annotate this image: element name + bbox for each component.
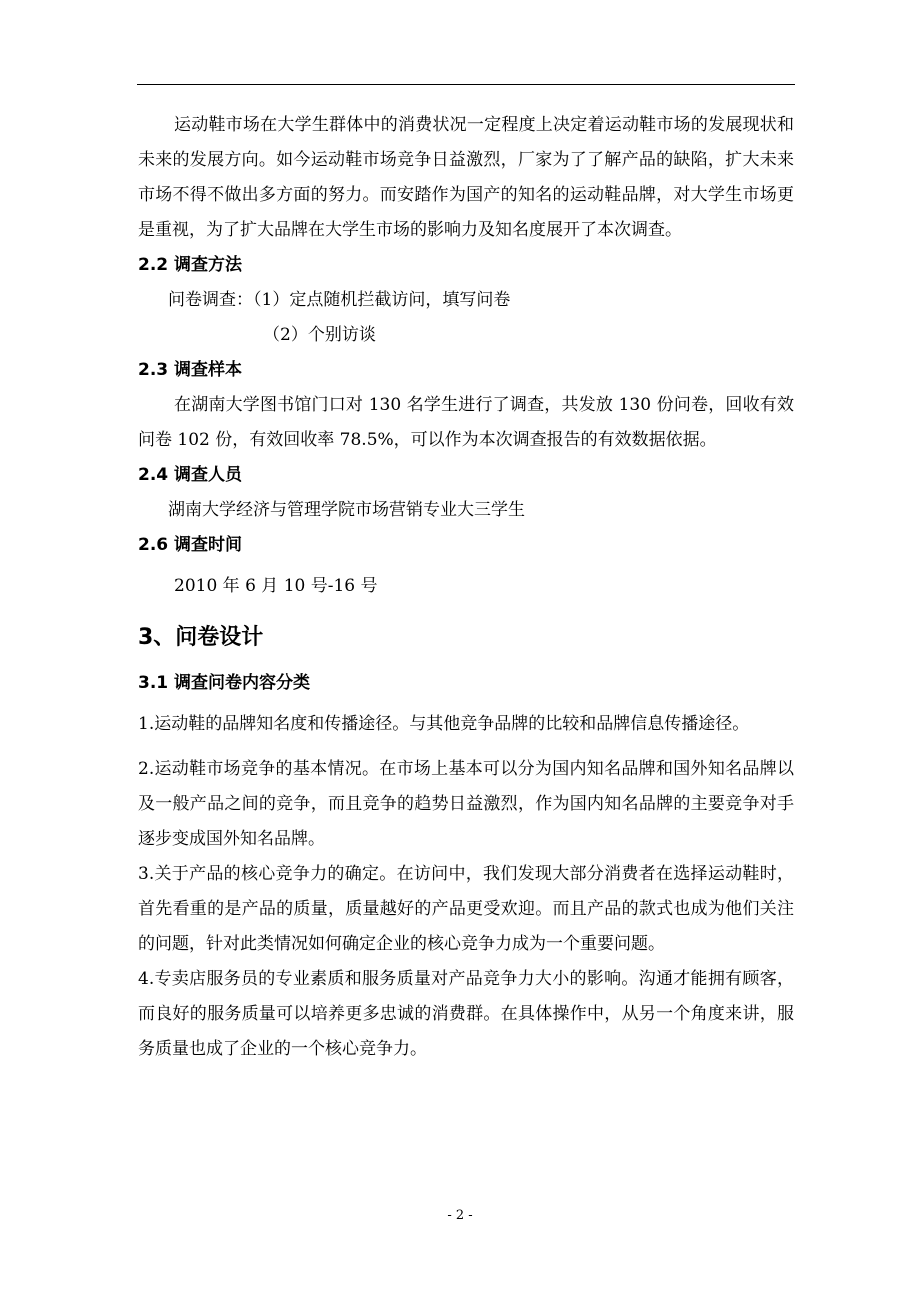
heading-2-3: 2.3 调查样本	[138, 360, 243, 380]
document-body	[138, 108, 794, 1067]
intro-paragraph: 运动鞋市场在大学生群体中的消费状况一定程度上决定着运动鞋市场的发展现状和未来的发展方向。如今运动鞋市场竞争日益激烈，厂家为了了解产品的缺陷，扩大未来市场不得不做出多方面的努力。而安踏作为国产的知名的运动鞋品牌，对大学生市场更是重视，为了扩大品牌在大学生市场的影响力及知名度展开了本次调查。	[138, 115, 794, 240]
sample-paragraph: 在湖南大学图书馆门口对 130 名学生进行了调查，共发放 130 份问卷，回收有效问卷 102 份，有效回收率 78.5%，可以作为本次调查报告的有效数据依据。	[138, 395, 794, 450]
method-line-1: 问卷调查：（1）定点随机拦截访问，填写问卷	[168, 290, 511, 310]
heading-3: 3、问卷设计	[138, 625, 264, 650]
heading-2-2: 2.2 调查方法	[138, 255, 243, 275]
method-line-2: （2）个别访谈	[263, 325, 376, 345]
page-number: - 2 -	[447, 1208, 473, 1223]
list-item: 4.专卖店服务员的专业素质和服务质量对产品竞争力大小的影响。沟通才能拥有顾客，而良好的服务质量可以培养更多忠诚的消费群。在具体操作中，从另一个角度来讲，服务质量也成了企业的一个核心竞争力。	[138, 969, 794, 1059]
list-item: 3.关于产品的核心竞争力的确定。在访问中，我们发现大部分消费者在选择运动鞋时，首先看重的是产品的质量，质量越好的产品更受欢迎。而且产品的款式也成为他们关注的问题，针对此类情况如何确定企业的核心竞争力成为一个重要问题。	[138, 864, 794, 954]
heading-2-6: 2.6 调查时间	[138, 535, 243, 555]
list-item: 1.运动鞋的品牌知名度和传播途径。与其他竞争品牌的比较和品牌信息传播途径。	[138, 714, 750, 734]
list-item: 2.运动鞋市场竞争的基本情况。在市场上基本可以分为国内知名品牌和国外知名品牌以及一般产品之间的竞争，而且竞争的趋势日益激烈，作为国内知名品牌的主要竞争对手逐步变成国外知名品牌。	[138, 759, 794, 849]
time-line: 2010 年 6 月 10 号-16 号	[174, 576, 378, 596]
heading-3-1: 3.1 调查问卷内容分类	[138, 673, 311, 693]
personnel-line: 湖南大学经济与管理学院市场营销专业大三学生	[168, 500, 525, 520]
header-rule	[137, 84, 795, 85]
heading-2-4: 2.4 调查人员	[138, 465, 243, 485]
